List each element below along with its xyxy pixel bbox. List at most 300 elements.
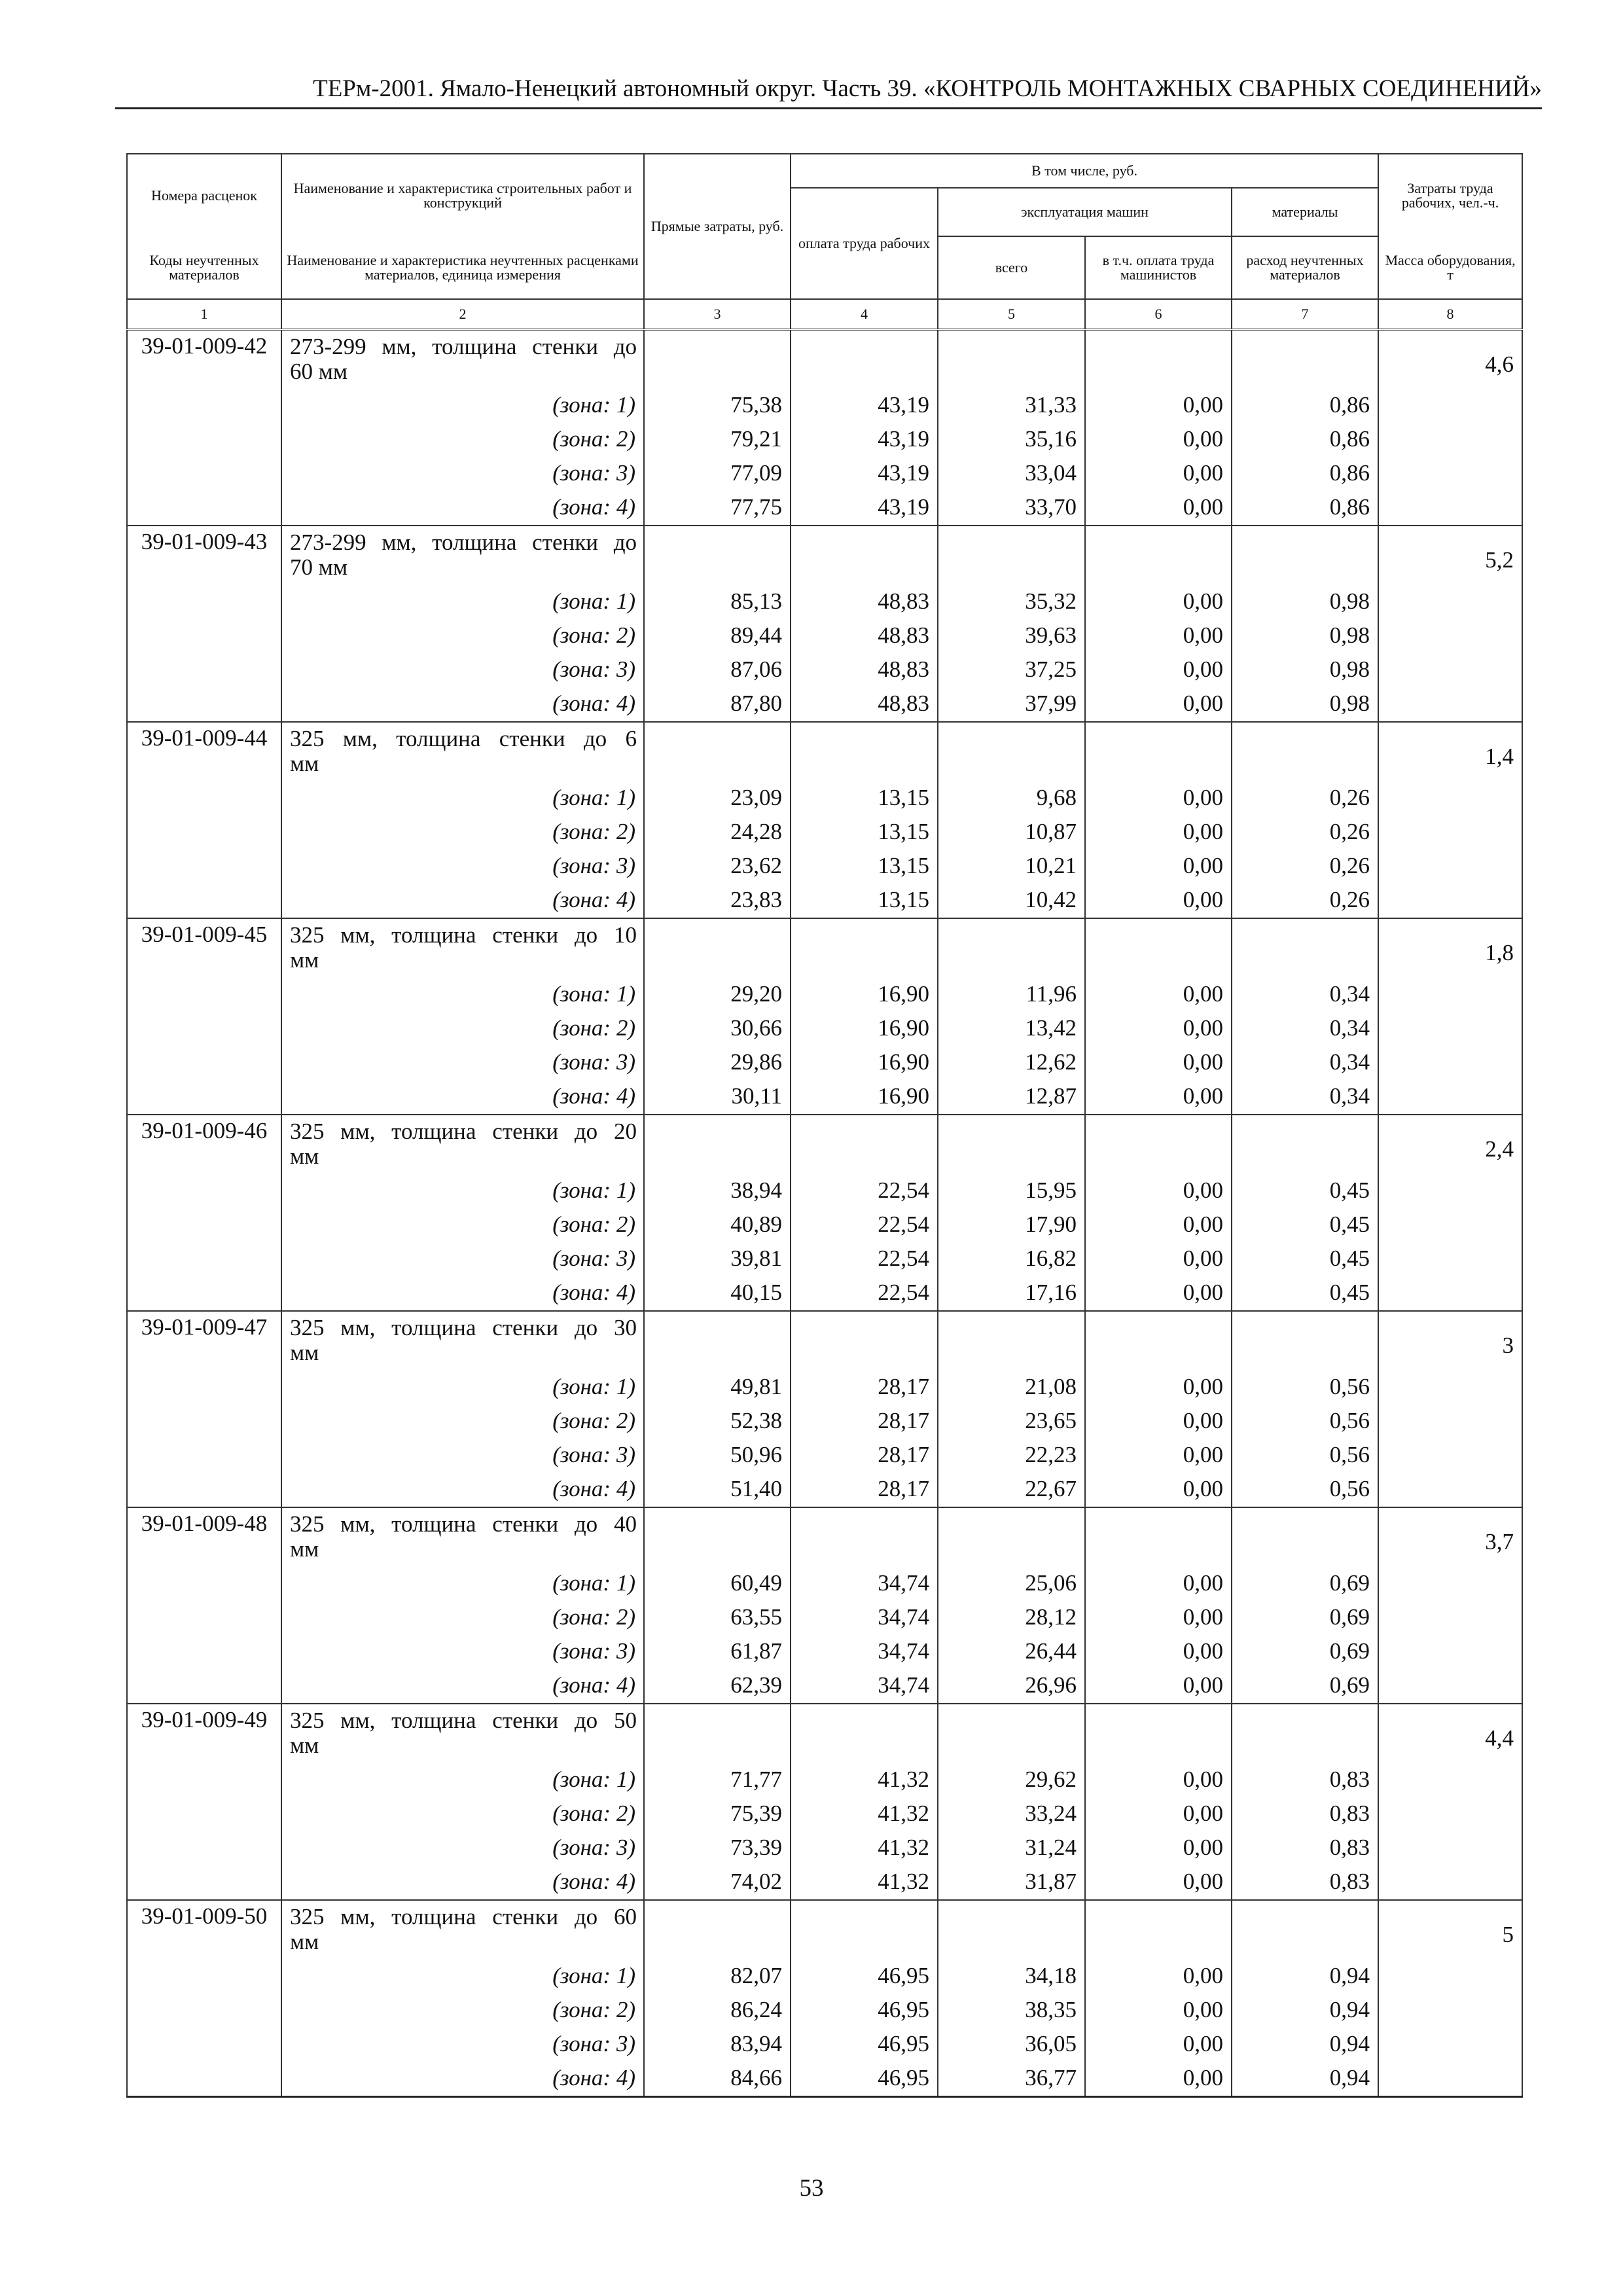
worker-pay: 22,54: [791, 1209, 938, 1243]
materials: 0,94: [1232, 1994, 1378, 2028]
empty-cell: [938, 1704, 1085, 1764]
materials: 0,86: [1232, 389, 1378, 423]
work-name-line: мм: [290, 1536, 319, 1562]
operator-pay: 0,00: [1085, 1568, 1232, 1602]
operator-pay: 0,00: [1085, 586, 1232, 620]
materials: 0,26: [1232, 884, 1378, 918]
machines-total: 11,96: [938, 978, 1085, 1013]
direct-costs: 23,09: [644, 782, 791, 816]
operator-pay: 0,00: [1085, 1175, 1232, 1209]
direct-costs: 89,44: [644, 620, 791, 654]
direct-costs: 75,39: [644, 1798, 791, 1832]
header-machines: эксплуатация машин: [938, 188, 1232, 236]
work-name-line: мм: [290, 751, 319, 776]
work-name-line: мм: [290, 1929, 319, 1954]
operator-pay: 0,00: [1085, 2062, 1232, 2096]
work-name: [281, 1311, 644, 1371]
empty-cell: [1232, 1704, 1378, 1764]
work-name-line: 325 мм, толщина стенки до 10: [290, 922, 637, 948]
direct-costs: 30,11: [644, 1081, 791, 1115]
direct-costs: 75,38: [644, 389, 791, 423]
direct-costs: 29,20: [644, 978, 791, 1013]
zone-row: [127, 1439, 1522, 1473]
zone-label: (зона: 2): [281, 1405, 644, 1439]
column-number: 8: [1378, 299, 1522, 329]
worker-pay: 16,90: [791, 978, 938, 1013]
direct-costs: 84,66: [644, 2062, 791, 2096]
zone-label: (зона: 3): [281, 1832, 644, 1866]
empty-cell: [644, 1507, 791, 1568]
header-worker-pay: оплата труда рабочих: [791, 188, 938, 299]
empty-cell: [644, 918, 791, 978]
operator-pay: 0,00: [1085, 1081, 1232, 1115]
machines-total: 21,08: [938, 1371, 1085, 1405]
worker-pay: 16,90: [791, 1013, 938, 1047]
materials: 0,56: [1232, 1405, 1378, 1439]
materials: 0,56: [1232, 1439, 1378, 1473]
empty-cell: [1085, 1704, 1232, 1764]
direct-costs: 87,80: [644, 688, 791, 722]
direct-costs: 39,81: [644, 1243, 791, 1277]
empty-cell: [1085, 1900, 1232, 1960]
machines-total: 33,04: [938, 457, 1085, 492]
machines-total: 22,23: [938, 1439, 1085, 1473]
direct-costs: 50,96: [644, 1439, 791, 1473]
materials: 0,83: [1232, 1866, 1378, 1900]
zone-label: (зона: 2): [281, 1602, 644, 1636]
document-title: ТЕРм-2001. Ямало-Ненецкий автономный округ. Часть 39. «КОНТРОЛЬ МОНТАЖНЫХ СВАРНЫХ СОЕДИНЕНИЙ»: [313, 75, 1542, 102]
materials: 0,34: [1232, 978, 1378, 1013]
machines-total: 23,65: [938, 1405, 1085, 1439]
machines-total: 25,06: [938, 1568, 1085, 1602]
direct-costs: 86,24: [644, 1994, 791, 2028]
direct-costs: 74,02: [644, 1866, 791, 1900]
operator-pay: 0,00: [1085, 620, 1232, 654]
rate-code: 39-01-009-50: [127, 1900, 281, 2096]
direct-costs: 40,15: [644, 1277, 791, 1311]
worker-pay: 16,90: [791, 1081, 938, 1115]
labor-costs: 3: [1378, 1311, 1522, 1507]
empty-cell: [938, 1507, 1085, 1568]
operator-pay: 0,00: [1085, 1209, 1232, 1243]
column-number: 1: [127, 299, 281, 329]
machines-total: 37,99: [938, 688, 1085, 722]
work-name-line: 60 мм: [290, 358, 348, 384]
machines-total: 17,90: [938, 1209, 1085, 1243]
empty-cell: [938, 918, 1085, 978]
zone-label: (зона: 3): [281, 1636, 644, 1670]
worker-pay: 48,83: [791, 688, 938, 722]
operator-pay: 0,00: [1085, 1243, 1232, 1277]
empty-cell: [644, 1311, 791, 1371]
worker-pay: 43,19: [791, 423, 938, 457]
zone-row: [127, 2062, 1522, 2096]
operator-pay: 0,00: [1085, 1670, 1232, 1704]
operator-pay: 0,00: [1085, 1013, 1232, 1047]
rate-row: [127, 1704, 1522, 1764]
column-number: 5: [938, 299, 1085, 329]
work-name-line: мм: [290, 1732, 319, 1758]
work-name-line: 70 мм: [290, 554, 348, 580]
machines-total: 36,77: [938, 2062, 1085, 2096]
machines-total: 10,21: [938, 850, 1085, 884]
direct-costs: 85,13: [644, 586, 791, 620]
empty-cell: [791, 1900, 938, 1960]
direct-costs: 63,55: [644, 1602, 791, 1636]
materials: 0,69: [1232, 1602, 1378, 1636]
empty-cell: [791, 1507, 938, 1568]
machines-total: 34,18: [938, 1960, 1085, 1994]
labor-costs: 4,6: [1378, 329, 1522, 526]
work-name: [281, 1115, 644, 1175]
work-name: [281, 1704, 644, 1764]
zone-label: (зона: 4): [281, 1081, 644, 1115]
empty-cell: [644, 1704, 791, 1764]
work-name-line: 325 мм, толщина стенки до 50: [290, 1708, 637, 1733]
zone-label: (зона: 4): [281, 492, 644, 526]
materials: 0,86: [1232, 457, 1378, 492]
empty-cell: [791, 722, 938, 782]
empty-cell: [644, 722, 791, 782]
zone-label: (зона: 2): [281, 1013, 644, 1047]
operator-pay: 0,00: [1085, 457, 1232, 492]
zone-label: (зона: 3): [281, 654, 644, 688]
empty-cell: [1232, 918, 1378, 978]
worker-pay: 46,95: [791, 1960, 938, 1994]
zone-row: [127, 1832, 1522, 1866]
empty-cell: [791, 329, 938, 389]
operator-pay: 0,00: [1085, 1866, 1232, 1900]
rate-row: [127, 329, 1522, 389]
rate-code: 39-01-009-44: [127, 722, 281, 918]
zone-label: (зона: 1): [281, 586, 644, 620]
materials: 0,69: [1232, 1568, 1378, 1602]
machines-total: 26,44: [938, 1636, 1085, 1670]
header-labor-costs: Затраты труда рабочих, чел.-ч.: [1378, 154, 1522, 236]
materials: 0,26: [1232, 816, 1378, 850]
zone-row: [127, 1636, 1522, 1670]
zone-row: [127, 1994, 1522, 2028]
materials: 0,69: [1232, 1636, 1378, 1670]
worker-pay: 41,32: [791, 1798, 938, 1832]
empty-cell: [938, 526, 1085, 586]
rate-row: [127, 918, 1522, 978]
zone-row: [127, 782, 1522, 816]
zone-label: (зона: 2): [281, 1994, 644, 2028]
zone-label: (зона: 2): [281, 423, 644, 457]
zone-row: [127, 1277, 1522, 1311]
zone-label: (зона: 4): [281, 1277, 644, 1311]
worker-pay: 16,90: [791, 1047, 938, 1081]
zone-row: [127, 1670, 1522, 1704]
materials: 0,34: [1232, 1013, 1378, 1047]
page-number: 53: [799, 2175, 824, 2202]
empty-cell: [1232, 722, 1378, 782]
work-name: [281, 329, 644, 389]
worker-pay: 34,74: [791, 1670, 938, 1704]
operator-pay: 0,00: [1085, 389, 1232, 423]
work-name: [281, 1507, 644, 1568]
zone-row: [127, 1081, 1522, 1115]
empty-cell: [644, 1900, 791, 1960]
operator-pay: 0,00: [1085, 1439, 1232, 1473]
worker-pay: 46,95: [791, 2062, 938, 2096]
materials: 0,56: [1232, 1473, 1378, 1507]
empty-cell: [938, 1115, 1085, 1175]
empty-cell: [1085, 526, 1232, 586]
zone-row: [127, 586, 1522, 620]
zone-label: (зона: 3): [281, 1047, 644, 1081]
zone-row: [127, 1243, 1522, 1277]
zone-row: [127, 1568, 1522, 1602]
operator-pay: 0,00: [1085, 1602, 1232, 1636]
zone-label: (зона: 4): [281, 1473, 644, 1507]
worker-pay: 22,54: [791, 1277, 938, 1311]
rate-row: [127, 1311, 1522, 1371]
zone-label: (зона: 3): [281, 2028, 644, 2062]
zone-row: [127, 1209, 1522, 1243]
direct-costs: 30,66: [644, 1013, 791, 1047]
table-body: [127, 329, 1522, 2096]
header-material-codes: Коды неучтенных материалов: [127, 236, 281, 299]
rate-code: 39-01-009-49: [127, 1704, 281, 1900]
operator-pay: 0,00: [1085, 1636, 1232, 1670]
machines-total: 10,87: [938, 816, 1085, 850]
zone-row: [127, 688, 1522, 722]
machines-total: 38,35: [938, 1994, 1085, 2028]
worker-pay: 13,15: [791, 816, 938, 850]
direct-costs: 77,75: [644, 492, 791, 526]
direct-costs: 23,62: [644, 850, 791, 884]
header-including: В том числе, руб.: [791, 154, 1378, 188]
materials: 0,98: [1232, 620, 1378, 654]
materials: 0,83: [1232, 1832, 1378, 1866]
zone-label: (зона: 1): [281, 1371, 644, 1405]
work-name-line: 325 мм, толщина стенки до 6: [290, 726, 637, 751]
operator-pay: 0,00: [1085, 978, 1232, 1013]
zone-label: (зона: 2): [281, 620, 644, 654]
rate-row: [127, 526, 1522, 586]
machines-total: 17,16: [938, 1277, 1085, 1311]
direct-costs: 52,38: [644, 1405, 791, 1439]
worker-pay: 13,15: [791, 782, 938, 816]
labor-costs: 5: [1378, 1900, 1522, 2096]
header-materials: материалы: [1232, 188, 1378, 236]
empty-cell: [938, 329, 1085, 389]
empty-cell: [791, 526, 938, 586]
zone-row: [127, 1175, 1522, 1209]
operator-pay: 0,00: [1085, 1047, 1232, 1081]
operator-pay: 0,00: [1085, 1277, 1232, 1311]
machines-total: 9,68: [938, 782, 1085, 816]
zone-row: [127, 1602, 1522, 1636]
empty-cell: [1085, 722, 1232, 782]
machines-total: 10,42: [938, 884, 1085, 918]
zone-row: [127, 816, 1522, 850]
zone-row: [127, 1764, 1522, 1798]
work-name: [281, 722, 644, 782]
empty-cell: [1232, 1507, 1378, 1568]
materials: 0,34: [1232, 1081, 1378, 1115]
labor-costs: 5,2: [1378, 526, 1522, 722]
header-work-name: Наименование и характеристика строительных работ и конструкций: [281, 154, 644, 236]
empty-cell: [791, 1704, 938, 1764]
column-number: 6: [1085, 299, 1232, 329]
work-name-line: 325 мм, толщина стенки до 60: [290, 1904, 637, 1929]
rate-row: [127, 1507, 1522, 1568]
worker-pay: 28,17: [791, 1473, 938, 1507]
empty-cell: [1085, 329, 1232, 389]
direct-costs: 60,49: [644, 1568, 791, 1602]
machines-total: 31,87: [938, 1866, 1085, 1900]
zone-row: [127, 654, 1522, 688]
materials: 0,45: [1232, 1243, 1378, 1277]
zone-label: (зона: 1): [281, 1568, 644, 1602]
rate-code: 39-01-009-48: [127, 1507, 281, 1704]
worker-pay: 28,17: [791, 1405, 938, 1439]
machines-total: 37,25: [938, 654, 1085, 688]
worker-pay: 34,74: [791, 1636, 938, 1670]
worker-pay: 46,95: [791, 2028, 938, 2062]
operator-pay: 0,00: [1085, 782, 1232, 816]
zone-label: (зона: 3): [281, 1243, 644, 1277]
zone-row: [127, 423, 1522, 457]
empty-cell: [1232, 1115, 1378, 1175]
worker-pay: 22,54: [791, 1243, 938, 1277]
price-table: [126, 153, 1523, 2098]
empty-cell: [791, 1311, 938, 1371]
direct-costs: 61,87: [644, 1636, 791, 1670]
empty-cell: [1232, 1311, 1378, 1371]
work-name-line: 325 мм, толщина стенки до 20: [290, 1119, 637, 1144]
machines-total: 28,12: [938, 1602, 1085, 1636]
machines-total: 16,82: [938, 1243, 1085, 1277]
machines-total: 12,87: [938, 1081, 1085, 1115]
zone-label: (зона: 2): [281, 1209, 644, 1243]
work-name-line: 273-299 мм, толщина стенки до: [290, 529, 637, 555]
work-name-line: мм: [290, 947, 319, 973]
direct-costs: 71,77: [644, 1764, 791, 1798]
work-name-line: 273-299 мм, толщина стенки до: [290, 333, 637, 359]
direct-costs: 40,89: [644, 1209, 791, 1243]
machines-total: 31,24: [938, 1832, 1085, 1866]
empty-cell: [1085, 1115, 1232, 1175]
zone-label: (зона: 1): [281, 1175, 644, 1209]
zone-row: [127, 492, 1522, 526]
rate-code: 39-01-009-45: [127, 918, 281, 1115]
zone-label: (зона: 1): [281, 389, 644, 423]
zone-row: [127, 457, 1522, 492]
work-name-line: 325 мм, толщина стенки до 40: [290, 1511, 637, 1537]
machines-total: 35,16: [938, 423, 1085, 457]
direct-costs: 51,40: [644, 1473, 791, 1507]
labor-costs: 1,4: [1378, 722, 1522, 918]
work-name-line: 325 мм, толщина стенки до 30: [290, 1315, 637, 1340]
zone-label: (зона: 3): [281, 457, 644, 492]
empty-cell: [1232, 1900, 1378, 1960]
materials: 0,34: [1232, 1047, 1378, 1081]
operator-pay: 0,00: [1085, 492, 1232, 526]
rate-row: [127, 1115, 1522, 1175]
direct-costs: 62,39: [644, 1670, 791, 1704]
empty-cell: [644, 1115, 791, 1175]
zone-row: [127, 884, 1522, 918]
operator-pay: 0,00: [1085, 1473, 1232, 1507]
operator-pay: 0,00: [1085, 1371, 1232, 1405]
operator-pay: 0,00: [1085, 654, 1232, 688]
empty-cell: [1232, 329, 1378, 389]
worker-pay: 34,74: [791, 1602, 938, 1636]
empty-cell: [1085, 1311, 1232, 1371]
machines-total: 26,96: [938, 1670, 1085, 1704]
operator-pay: 0,00: [1085, 1405, 1232, 1439]
materials: 0,83: [1232, 1798, 1378, 1832]
column-number: 7: [1232, 299, 1378, 329]
machines-total: 15,95: [938, 1175, 1085, 1209]
worker-pay: 48,83: [791, 586, 938, 620]
empty-cell: [938, 1311, 1085, 1371]
zone-label: (зона: 1): [281, 782, 644, 816]
labor-costs: 3,7: [1378, 1507, 1522, 1704]
materials: 0,83: [1232, 1764, 1378, 1798]
machines-total: 31,33: [938, 389, 1085, 423]
rate-code: 39-01-009-43: [127, 526, 281, 722]
operator-pay: 0,00: [1085, 688, 1232, 722]
materials: 0,45: [1232, 1209, 1378, 1243]
zone-row: [127, 1013, 1522, 1047]
zone-row: [127, 1371, 1522, 1405]
zone-label: (зона: 1): [281, 978, 644, 1013]
direct-costs: 24,28: [644, 816, 791, 850]
zone-row: [127, 1798, 1522, 1832]
operator-pay: 0,00: [1085, 1960, 1232, 1994]
zone-row: [127, 978, 1522, 1013]
materials: 0,86: [1232, 492, 1378, 526]
work-name: [281, 1900, 644, 1960]
empty-cell: [938, 722, 1085, 782]
zone-row: [127, 2028, 1522, 2062]
worker-pay: 13,15: [791, 884, 938, 918]
zone-row: [127, 850, 1522, 884]
running-header: [115, 72, 1542, 109]
zone-label: (зона: 4): [281, 884, 644, 918]
operator-pay: 0,00: [1085, 884, 1232, 918]
worker-pay: 34,74: [791, 1568, 938, 1602]
worker-pay: 28,17: [791, 1439, 938, 1473]
materials: 0,94: [1232, 1960, 1378, 1994]
machines-total: 33,24: [938, 1798, 1085, 1832]
empty-cell: [1232, 526, 1378, 586]
machines-total: 36,05: [938, 2028, 1085, 2062]
materials: 0,94: [1232, 2028, 1378, 2062]
worker-pay: 41,32: [791, 1764, 938, 1798]
operator-pay: 0,00: [1085, 1798, 1232, 1832]
worker-pay: 41,32: [791, 1832, 938, 1866]
materials: 0,26: [1232, 850, 1378, 884]
worker-pay: 28,17: [791, 1371, 938, 1405]
direct-costs: 29,86: [644, 1047, 791, 1081]
materials: 0,98: [1232, 688, 1378, 722]
labor-costs: 4,4: [1378, 1704, 1522, 1900]
machines-total: 29,62: [938, 1764, 1085, 1798]
rate-row: [127, 722, 1522, 782]
zone-row: [127, 620, 1522, 654]
work-name: [281, 526, 644, 586]
materials: 0,45: [1232, 1277, 1378, 1311]
machines-total: 39,63: [938, 620, 1085, 654]
rate-row: [127, 1900, 1522, 1960]
header-rate-numbers: Номера расценок: [127, 154, 281, 236]
